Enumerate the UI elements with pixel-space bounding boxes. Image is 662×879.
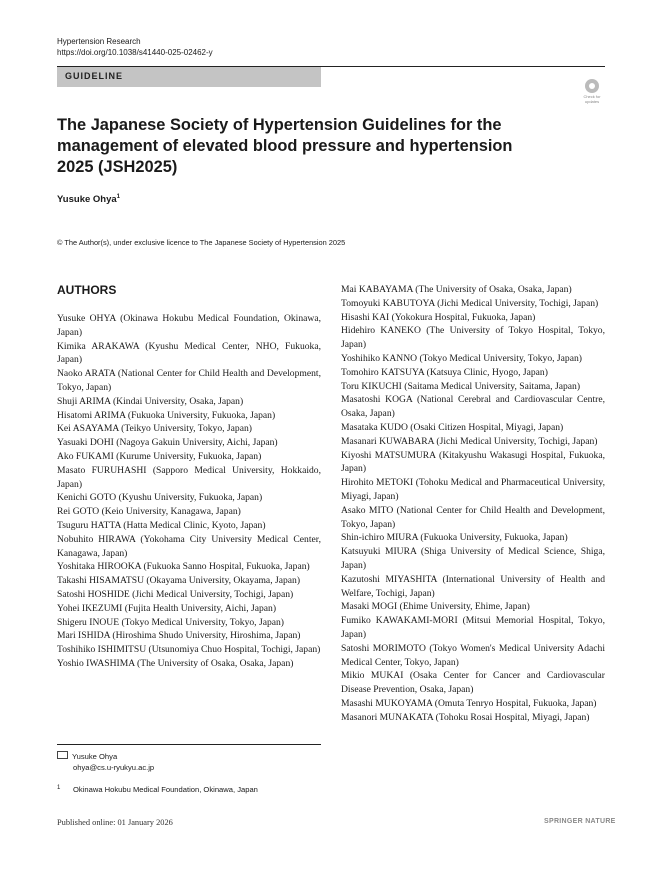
author-entry: Kenichi GOTO (Kyushu University, Fukuoka, Japan) <box>57 492 263 504</box>
footnote-text: Okinawa Hokubu Medical Foundation, Okinawa, Japan <box>73 785 258 794</box>
doi-link[interactable]: https://doi.org/10.1038/s41440-025-02462-y <box>57 48 213 57</box>
journal-header <box>57 36 213 58</box>
journal-name: Hypertension Research <box>57 37 141 46</box>
footnote-rule <box>57 744 321 745</box>
author-entry: Takashi HISAMATSU (Okayama University, Okayama, Japan) <box>57 575 301 587</box>
article-title: The Japanese Society of Hypertension Guidelines for the management of elevated blood pressure and hypertension 2025 (JSH2025) <box>57 116 513 176</box>
author-entry: Rei GOTO (Keio University, Kanagawa, Japan) <box>57 506 241 518</box>
author-entry: Katsuyuki MIURA (Shiga University of Medical Science, Shiga, Japan) <box>341 546 605 571</box>
check-updates-icon <box>585 79 599 93</box>
correspondence-block <box>57 751 154 773</box>
author-entry: Naoko ARATA (National Center for Child Health and Development, Tokyo, Japan) <box>57 368 321 393</box>
author-entry: Kiyoshi MATSUMURA (Kitakyushu Wakasugi Hospital, Fukuoka, Japan) <box>341 449 605 475</box>
author-entry: Masataka KUDO (Osaki Citizen Hospital, Miyagi, Japan) <box>341 421 564 433</box>
author-entry: Yusuke OHYA (Okinawa Hokubu Medical Foundation, Okinawa, Japan) <box>57 313 321 338</box>
author-entry: Masato FURUHASHI (Sapporo Medical University, Hokkaido, Japan) <box>57 464 321 490</box>
author-entry: Hisashi KAI (Yokokura Hospital, Fukuoka, Japan) <box>341 311 536 323</box>
author-entry: Satoshi HOSHIDE (Jichi Medical University, Tochigi, Japan) <box>57 588 294 600</box>
author-entry: Hisatomi ARIMA (Fukuoka University, Fukuoka, Japan) <box>57 409 276 421</box>
author-entry: Yoshihiko KANNO (Tokyo Medical University, Tokyo, Japan) <box>341 352 582 364</box>
copyright-line: © The Author(s), under exclusive licence to The Japanese Society of Hypertension 2025 <box>57 238 346 247</box>
author-entry: Tsuguru HATTA (Hatta Medical Clinic, Kyoto, Japan) <box>57 519 266 531</box>
author-entry: Masanari KUWABARA (Jichi Medical University, Tochigi, Japan) <box>341 435 598 447</box>
publisher-logo: SPRINGER NATURE <box>544 818 616 825</box>
author-entry: Yasuaki DOHI (Nagoya Gakuin University, Aichi, Japan) <box>57 437 278 449</box>
author-entry: Hidehiro KANEKO (The University of Tokyo Hospital, Tokyo, Japan) <box>341 325 605 351</box>
affiliation-footnote <box>57 785 258 794</box>
authors-column-left <box>57 312 321 671</box>
author-entry: Mikio MUKAI (Osaka Center for Cancer and Cardiovascular Disease Prevention, Osaka, Japan) <box>341 670 605 696</box>
author-entry: Kazutoshi MIYASHITA (International University of Health and Welfare, Tochigi, Japan) <box>341 573 605 599</box>
author-line <box>57 194 120 205</box>
authors-column-right <box>341 283 605 725</box>
author-entry: Masatoshi KOGA (National Cerebral and Cardiovascular Centre, Osaka, Japan) <box>341 394 605 420</box>
author-entry: Tomoyuki KABUTOYA (Jichi Medical University, Tochigi, Japan) <box>341 297 599 309</box>
author-entry: Ako FUKAMI (Kurume University, Fukuoka, Japan) <box>57 450 262 462</box>
author-entry: Toshihiko ISHIMITSU (Utsunomiya Chuo Hospital, Tochigi, Japan) <box>57 644 321 656</box>
author-entry: Satoshi MORIMOTO (Tokyo Women's Medical University Adachi Medical Center, Tokyo, Japan) <box>341 642 605 668</box>
author-entry: Tomohiro KATSUYA (Katsuya Clinic, Hyogo, Japan) <box>341 366 548 378</box>
check-updates-badge[interactable] <box>579 79 605 105</box>
check-updates-label: Check for updates <box>583 94 601 104</box>
author-entry: Fumiko KAWAKAMI-MORI (Mitsui Memorial Hospital, Tokyo, Japan) <box>341 615 605 640</box>
author-name[interactable]: Yusuke Ohya <box>57 194 117 206</box>
author-entry: Masanori MUNAKATA (Tohoku Rosai Hospital, Miyagi, Japan) <box>341 711 590 723</box>
author-entry: Kimika ARAKAWA (Kyushu Medical Center, NHO, Fukuoka, Japan) <box>57 340 321 366</box>
published-date: Published online: 01 January 2026 <box>57 818 173 827</box>
author-entry: Shin-ichiro MIURA (Fukuoka University, Fukuoka, Japan) <box>341 532 568 544</box>
author-entry: Toru KIKUCHI (Saitama Medical University, Saitama, Japan) <box>341 380 581 392</box>
correspondence-email[interactable]: ohya@cs.u-ryukyu.ac.jp <box>73 763 155 772</box>
author-entry: Asako MITO (National Center for Child Health and Development, Tokyo, Japan) <box>341 504 605 530</box>
section-label: GUIDELINE <box>65 71 124 81</box>
authors-heading: AUTHORS <box>57 283 117 297</box>
author-entry: Yoshio IWASHIMA (The University of Osaka, Osaka, Japan) <box>57 657 294 669</box>
envelope-icon <box>57 751 68 759</box>
author-affil: 1 <box>116 194 121 200</box>
footnote-number: 1 <box>57 785 61 791</box>
author-entry: Kei ASAYAMA (Teikyo University, Tokyo, Japan) <box>57 423 252 435</box>
author-entry: Shigeru INOUE (Tokyo Medical University, Tokyo, Japan) <box>57 616 284 628</box>
section-band <box>57 67 321 87</box>
author-entry: Masaki MOGI (Ehime University, Ehime, Japan) <box>341 601 530 613</box>
author-entry: Yoshitaka HIROOKA (Fukuoka Sanno Hospital, Fukuoka, Japan) <box>57 561 310 573</box>
author-entry: Masashi MUKOYAMA (Omuta Tenryo Hospital, Fukuoka, Japan) <box>341 697 597 709</box>
author-entry: Mari ISHIDA (Hiroshima Shudo University, Hiroshima, Japan) <box>57 630 301 642</box>
author-entry: Hirohito METOKI (Tohoku Medical and Pharmaceutical University, Miyagi, Japan) <box>341 477 605 502</box>
correspondence-name: Yusuke Ohya <box>72 752 118 761</box>
author-entry: Shuji ARIMA (Kindai University, Osaka, Japan) <box>57 395 244 407</box>
author-entry: Nobuhito HIRAWA (Yokohama City University Medical Center, Kanagawa, Japan) <box>57 533 321 559</box>
author-entry: Mai KABAYAMA (The University of Osaka, Osaka, Japan) <box>341 284 572 295</box>
author-entry: Yohei IKEZUMI (Fujita Health University, Aichi, Japan) <box>57 602 277 614</box>
